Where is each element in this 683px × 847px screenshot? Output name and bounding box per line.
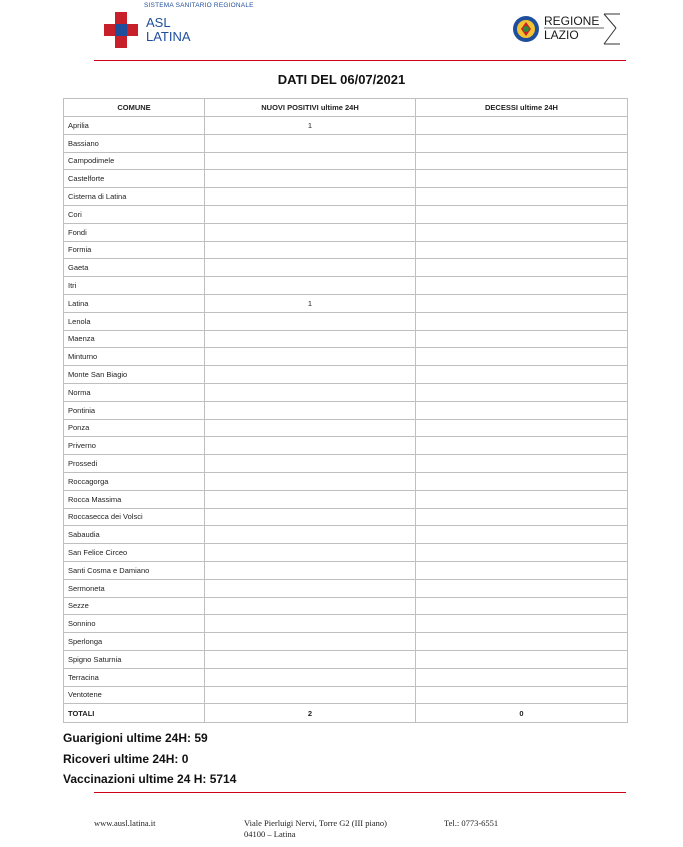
table-row bbox=[64, 117, 628, 135]
cell-comune: Sperlonga bbox=[64, 633, 205, 651]
table-row bbox=[64, 686, 628, 704]
cell-decessi bbox=[416, 686, 628, 704]
cell-comune: Roccagorga bbox=[64, 472, 205, 490]
totals-positivi: 2 bbox=[205, 704, 416, 723]
cell-decessi bbox=[416, 348, 628, 366]
cell-comune: Aprilia bbox=[64, 117, 205, 135]
table-row bbox=[64, 668, 628, 686]
asl-cross-icon bbox=[104, 12, 138, 48]
cell-comune: San Felice Circeo bbox=[64, 544, 205, 562]
cell-comune: Fondi bbox=[64, 223, 205, 241]
asl-name-line1: ASL bbox=[146, 15, 171, 30]
table-row bbox=[64, 597, 628, 615]
cell-comune: Bassiano bbox=[64, 134, 205, 152]
table-row bbox=[64, 401, 628, 419]
cell-positivi bbox=[205, 259, 416, 277]
cell-comune: Roccasecca dei Volsci bbox=[64, 508, 205, 526]
footer-address bbox=[244, 818, 387, 840]
table-row bbox=[64, 152, 628, 170]
cell-positivi bbox=[205, 241, 416, 259]
cell-decessi bbox=[416, 455, 628, 473]
cell-positivi bbox=[205, 472, 416, 490]
cell-positivi bbox=[205, 490, 416, 508]
table-row bbox=[64, 366, 628, 384]
cell-comune: Rocca Massima bbox=[64, 490, 205, 508]
cell-comune: Sabaudia bbox=[64, 526, 205, 544]
cell-comune: Gaeta bbox=[64, 259, 205, 277]
cell-decessi bbox=[416, 633, 628, 651]
cell-decessi bbox=[416, 419, 628, 437]
comuni-table bbox=[63, 98, 628, 723]
cell-comune: Ventotene bbox=[64, 686, 205, 704]
cell-decessi bbox=[416, 259, 628, 277]
cell-decessi bbox=[416, 366, 628, 384]
table-row bbox=[64, 383, 628, 401]
cell-decessi bbox=[416, 170, 628, 188]
footer-address-line2: 04100 – Latina bbox=[244, 829, 296, 839]
cell-positivi bbox=[205, 544, 416, 562]
cell-comune: Formia bbox=[64, 241, 205, 259]
cell-comune: Cori bbox=[64, 205, 205, 223]
page-title: DATI DEL 06/07/2021 bbox=[277, 72, 406, 87]
cell-positivi bbox=[205, 615, 416, 633]
summary-ricoveri: Ricoveri ultime 24H: 0 bbox=[63, 751, 189, 766]
cell-comune: Terracina bbox=[64, 668, 205, 686]
lazio-name-line2: LAZIO bbox=[544, 28, 579, 42]
cell-positivi bbox=[205, 205, 416, 223]
cell-positivi bbox=[205, 170, 416, 188]
page-header bbox=[0, 0, 683, 64]
cell-positivi bbox=[205, 312, 416, 330]
table-row bbox=[64, 277, 628, 295]
table-row bbox=[64, 472, 628, 490]
cell-decessi bbox=[416, 615, 628, 633]
asl-name-line2: LATINA bbox=[146, 29, 191, 44]
regione-lazio-logo bbox=[510, 12, 622, 48]
footer-website[interactable]: www.ausl.latina.it bbox=[94, 818, 156, 828]
cell-decessi bbox=[416, 117, 628, 135]
cell-positivi bbox=[205, 277, 416, 295]
cell-decessi bbox=[416, 188, 628, 206]
table-row bbox=[64, 312, 628, 330]
cell-positivi bbox=[205, 366, 416, 384]
cell-positivi bbox=[205, 152, 416, 170]
totals-decessi: 0 bbox=[416, 704, 628, 723]
header-comune: COMUNE bbox=[64, 99, 205, 117]
table-row bbox=[64, 633, 628, 651]
table-row bbox=[64, 490, 628, 508]
cell-positivi bbox=[205, 223, 416, 241]
cell-positivi bbox=[205, 561, 416, 579]
footer-divider bbox=[94, 792, 626, 793]
cell-positivi bbox=[205, 188, 416, 206]
cell-decessi bbox=[416, 152, 628, 170]
cell-decessi bbox=[416, 437, 628, 455]
cell-decessi bbox=[416, 472, 628, 490]
table-row bbox=[64, 561, 628, 579]
summary-vaccinazioni: Vaccinazioni ultime 24 H: 5714 bbox=[63, 772, 237, 786]
summary bbox=[63, 728, 236, 790]
table-row bbox=[64, 259, 628, 277]
lazio-emblem-icon bbox=[512, 14, 540, 44]
cell-decessi bbox=[416, 544, 628, 562]
cell-comune: Sermoneta bbox=[64, 579, 205, 597]
table-row bbox=[64, 526, 628, 544]
cell-positivi bbox=[205, 508, 416, 526]
table-row bbox=[64, 508, 628, 526]
table-row bbox=[64, 223, 628, 241]
cell-positivi bbox=[205, 437, 416, 455]
cell-comune: Latina bbox=[64, 294, 205, 312]
cell-positivi bbox=[205, 686, 416, 704]
cell-decessi bbox=[416, 597, 628, 615]
cell-decessi bbox=[416, 490, 628, 508]
cell-decessi bbox=[416, 205, 628, 223]
cell-decessi bbox=[416, 668, 628, 686]
cell-decessi bbox=[416, 579, 628, 597]
table-row bbox=[64, 419, 628, 437]
cell-decessi bbox=[416, 223, 628, 241]
cell-comune: Spigno Saturnia bbox=[64, 650, 205, 668]
cell-comune: Cisterna di Latina bbox=[64, 188, 205, 206]
totals-row bbox=[64, 704, 628, 723]
cell-positivi bbox=[205, 419, 416, 437]
cell-decessi bbox=[416, 650, 628, 668]
table-row bbox=[64, 455, 628, 473]
cell-comune: Campodimele bbox=[64, 152, 205, 170]
table-row bbox=[64, 205, 628, 223]
table-row bbox=[64, 188, 628, 206]
asl-subtitle: SISTEMA SANITARIO REGIONALE bbox=[144, 2, 254, 9]
table-row bbox=[64, 241, 628, 259]
header-decessi: DECESSI ultime 24H bbox=[416, 99, 628, 117]
cell-comune: Santi Cosma e Damiano bbox=[64, 561, 205, 579]
totals-label: TOTALI bbox=[64, 704, 205, 723]
cell-positivi bbox=[205, 348, 416, 366]
table-header-row bbox=[64, 99, 628, 117]
cell-positivi bbox=[205, 668, 416, 686]
cell-positivi bbox=[205, 579, 416, 597]
cell-positivi bbox=[205, 597, 416, 615]
cell-positivi bbox=[205, 526, 416, 544]
cell-decessi bbox=[416, 383, 628, 401]
table-row bbox=[64, 650, 628, 668]
cell-positivi bbox=[205, 633, 416, 651]
cell-comune: Sezze bbox=[64, 597, 205, 615]
cell-comune: Castelforte bbox=[64, 170, 205, 188]
header-divider bbox=[94, 60, 626, 61]
table-row bbox=[64, 330, 628, 348]
cell-decessi bbox=[416, 526, 628, 544]
cell-decessi bbox=[416, 508, 628, 526]
table-row bbox=[64, 294, 628, 312]
lazio-name-line1: REGIONE bbox=[544, 14, 600, 28]
lazio-name bbox=[544, 14, 599, 42]
cell-positivi bbox=[205, 134, 416, 152]
header-positivi: NUOVI POSITIVI ultime 24H bbox=[205, 99, 416, 117]
cell-decessi bbox=[416, 312, 628, 330]
table-row bbox=[64, 544, 628, 562]
cell-comune: Maenza bbox=[64, 330, 205, 348]
cell-comune: Ponza bbox=[64, 419, 205, 437]
table-row bbox=[64, 615, 628, 633]
cell-decessi bbox=[416, 401, 628, 419]
cell-positivi bbox=[205, 455, 416, 473]
cell-decessi bbox=[416, 241, 628, 259]
cell-positivi bbox=[205, 383, 416, 401]
table-row bbox=[64, 437, 628, 455]
cell-comune: Norma bbox=[64, 383, 205, 401]
cell-positivi: 1 bbox=[205, 294, 416, 312]
table-row bbox=[64, 134, 628, 152]
table-row bbox=[64, 579, 628, 597]
cell-comune: Priverno bbox=[64, 437, 205, 455]
cell-comune: Pontinia bbox=[64, 401, 205, 419]
table-row bbox=[64, 348, 628, 366]
cell-comune: Lenola bbox=[64, 312, 205, 330]
cell-positivi bbox=[205, 650, 416, 668]
asl-name bbox=[146, 16, 191, 44]
cell-decessi bbox=[416, 277, 628, 295]
cell-decessi bbox=[416, 330, 628, 348]
cell-decessi bbox=[416, 134, 628, 152]
table-row bbox=[64, 170, 628, 188]
cell-comune: Prossedi bbox=[64, 455, 205, 473]
cell-comune: Sonnino bbox=[64, 615, 205, 633]
cell-comune: Minturno bbox=[64, 348, 205, 366]
cell-positivi: 1 bbox=[205, 117, 416, 135]
footer-address-line1: Viale Pierluigi Nervi, Torre G2 (III piano) bbox=[244, 818, 387, 828]
cell-decessi bbox=[416, 561, 628, 579]
cell-comune: Monte San Biagio bbox=[64, 366, 205, 384]
summary-guarigioni: Guarigioni ultime 24H: 59 bbox=[63, 731, 208, 745]
footer-phone: Tel.: 0773-6551 bbox=[444, 818, 499, 828]
cell-positivi bbox=[205, 330, 416, 348]
cell-decessi bbox=[416, 294, 628, 312]
asl-latina-logo bbox=[102, 2, 262, 52]
cell-positivi bbox=[205, 401, 416, 419]
cell-comune: Itri bbox=[64, 277, 205, 295]
